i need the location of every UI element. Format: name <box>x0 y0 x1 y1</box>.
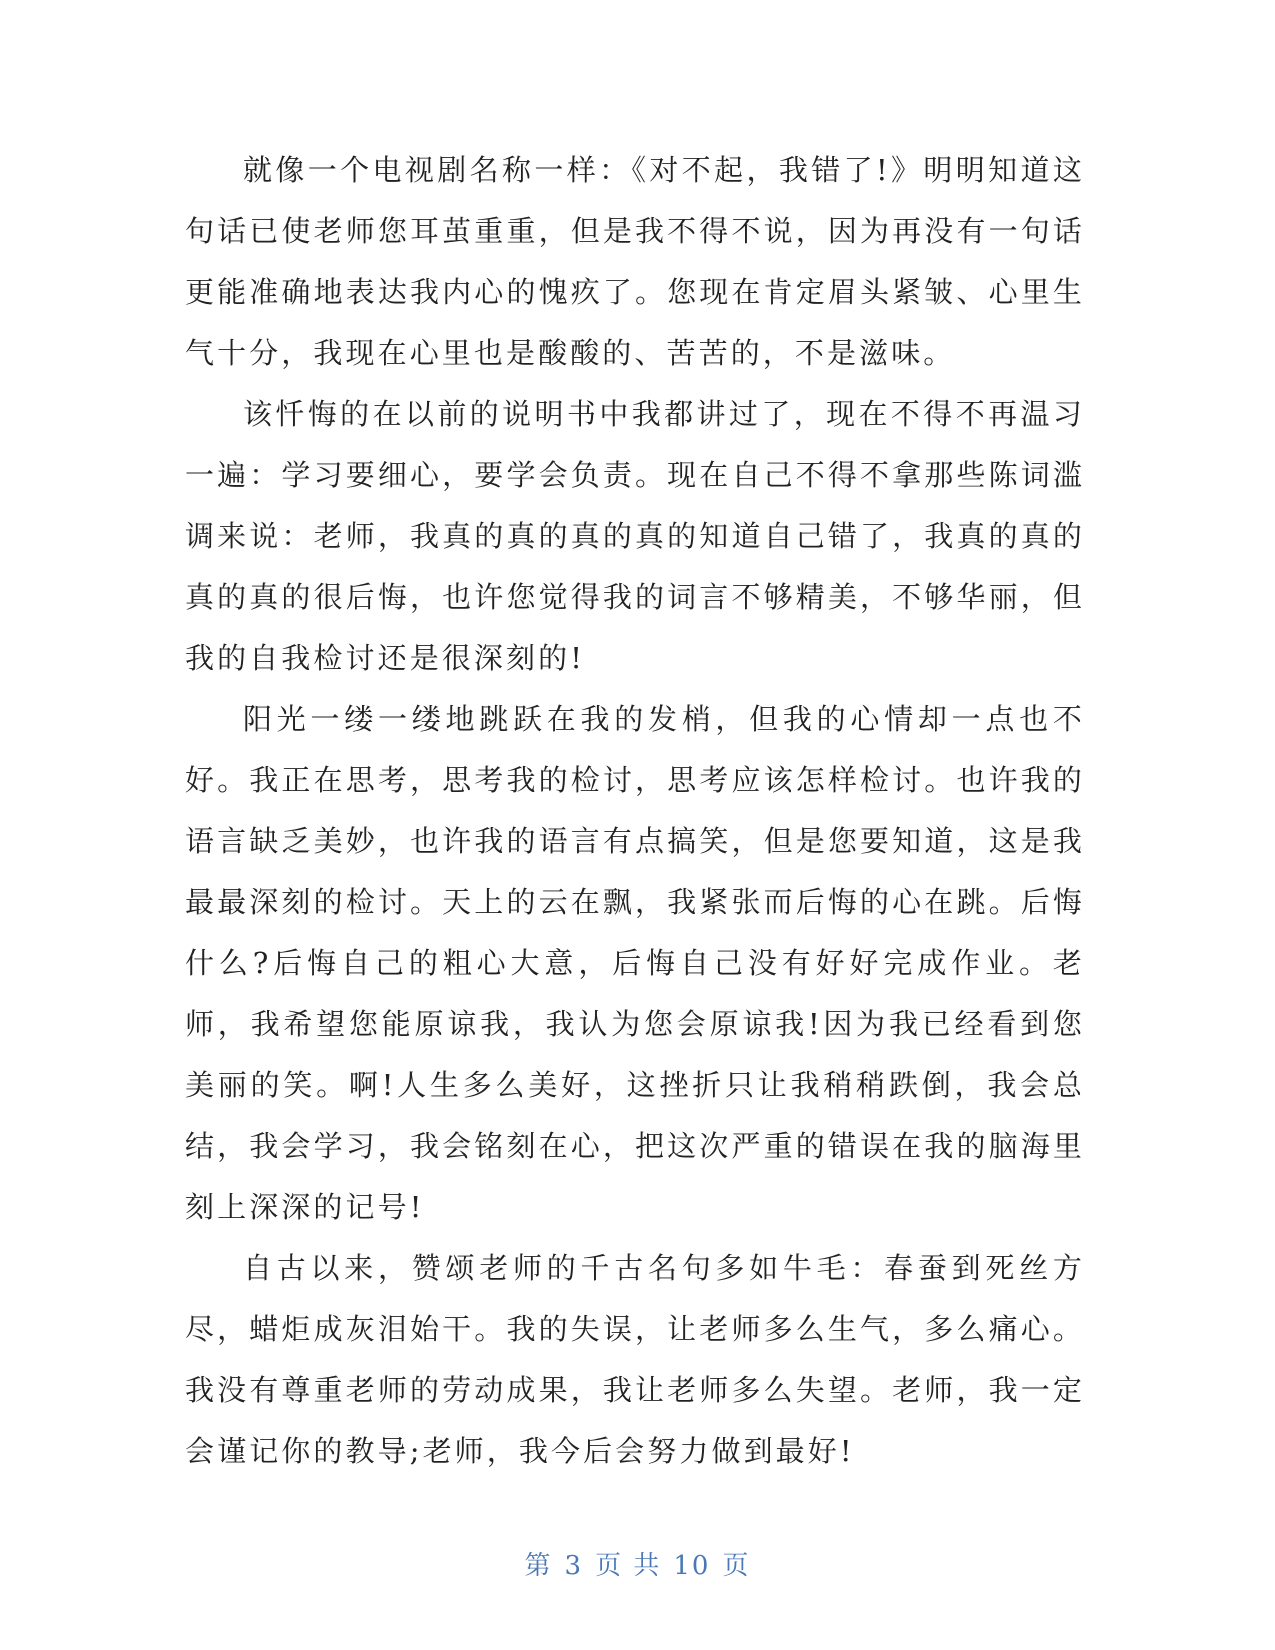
footer-suffix: 页 <box>722 1551 751 1581</box>
paragraph-1: 就像一个电视剧名称一样：《对不起，我错了!》明明知道这句话已使老师您耳茧重重，但是我不得不说，因为再没有一句话更能准确地表达我内心的愧疚了。您现在肯定眉头紧皱、心里生气十分，我现在心里也是酸酸的、苦苦的，不是滋味。 <box>185 153 1085 370</box>
document-body <box>185 140 1085 1482</box>
footer-prefix: 第 <box>524 1551 553 1581</box>
footer-total-pages: 10 <box>673 1551 711 1581</box>
paragraph-2: 该忏悔的在以前的说明书中我都讲过了，现在不得不再温习一遍：学习要细心，要学会负责。现在自己不得不拿那些陈词滥调来说：老师，我真的真的真的真的知道自己错了，我真的真的真的真的很后悔，也许您觉得我的词言不够精美，不够华丽，但我的自我检讨还是很深刻的! <box>185 397 1085 675</box>
footer-current-page: 3 <box>564 1551 584 1581</box>
footer-middle: 页 共 <box>595 1551 662 1581</box>
page-footer <box>0 1545 1275 1582</box>
paragraph-3: 阳光一缕一缕地跳跃在我的发梢，但我的心情却一点也不好。我正在思考，思考我的检讨，思考应该怎样检讨。也许我的语言缺乏美妙，也许我的语言有点搞笑，但是您要知道，这是我最最深刻的检讨。天上的云在飘，我紧张而后悔的心在跳。后悔什么?后悔自己的粗心大意，后悔自己没有好好完成作业。老师，我希望您能原谅我，我认为您会原谅我!因为我已经看到您美丽的笑。啊!人生多么美好，这挫折只让我稍稍跌倒，我会总结，我会学习，我会铭刻在心，把这次严重的错误在我的脑海里刻上深深的记号! <box>185 702 1085 1224</box>
paragraph-4: 自古以来，赞颂老师的千古名句多如牛毛：春蚕到死丝方尽，蜡炬成灰泪始干。我的失误，让老师多么生气，多么痛心。我没有尊重老师的劳动成果，我让老师多么失望。老师，我一定会谨记你的教导;老师，我今后会努力做到最好! <box>185 1251 1085 1468</box>
